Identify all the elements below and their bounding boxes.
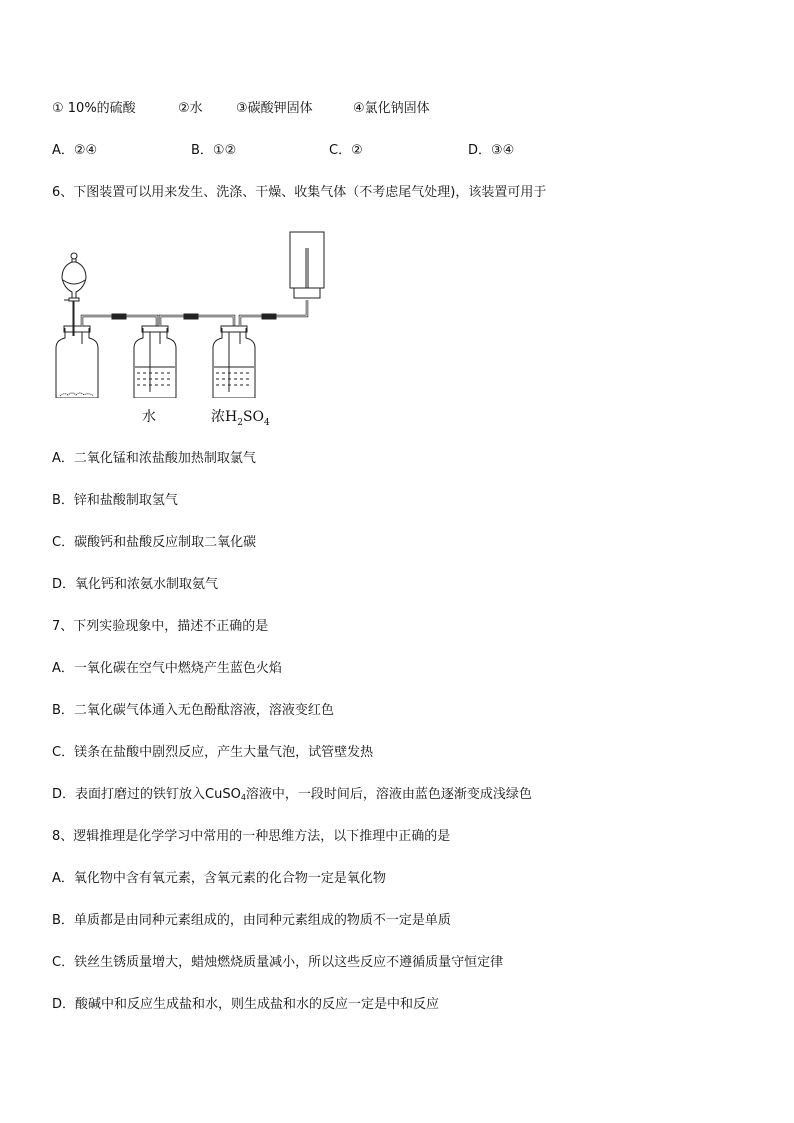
q5-option-c: C．② <box>329 143 363 158</box>
q8-stem: 8、逻辑推理是化学学习中常用的一种思维方法，以下推理中正确的是 <box>52 829 451 844</box>
q6-option-a: A．二氧化锰和浓盐酸加热制取氯气 <box>52 451 256 466</box>
q7-option-c: C．镁条在盐酸中剧烈反应，产生大量气泡，试管壁发热 <box>52 745 374 760</box>
generating-flask <box>56 326 98 398</box>
label-acid-prefix: 浓H <box>211 409 238 425</box>
q6-option-d: D．氧化钙和浓氨水制取氨气 <box>52 577 219 592</box>
q8-option-a: A．氧化物中含有氧元素，含氧元素的化合物一定是氧化物 <box>52 871 386 886</box>
q7-option-d-after: 溶液中，一段时间后，溶液由蓝色逐渐变成浅绿色 <box>245 787 532 802</box>
q5-option-b: B．①② <box>191 143 237 158</box>
q8-option-c: C．铁丝生锈质量增大，蜡烛燃烧质量减小，所以这些反应不遵循质量守恒定律 <box>52 955 504 970</box>
q5-item-3: ③碳酸钾固体 <box>236 101 313 116</box>
collection-bottle <box>290 232 324 298</box>
q7-option-d <box>52 787 532 806</box>
label-acid-mid: SO <box>242 409 265 425</box>
label-conc-sulfuric-acid <box>211 406 270 428</box>
q5-option-d: D．③④ <box>468 143 515 158</box>
acid-dry-bottle <box>213 326 255 398</box>
q6-stem: 6、下图装置可以用来发生、洗涤、干燥、收集气体（不考虑尾气处理)，该装置可用于 <box>52 185 547 200</box>
q5-item-2: ②水 <box>178 101 203 116</box>
q5-item-1: ① 10%的硫酸 <box>52 101 136 116</box>
q7-option-d-sub: 4 <box>240 793 246 802</box>
q5-item-4: ④氯化钠固体 <box>353 101 430 116</box>
label-water: 水 <box>142 409 156 425</box>
q7-option-b: B．二氧化碳气体通入无色酚酞溶液，溶液变红色 <box>52 703 334 718</box>
q7-option-a: A．一氧化碳在空气中燃烧产生蓝色火焰 <box>52 661 282 676</box>
label-acid-sub2: 4 <box>264 417 270 428</box>
q8-option-b: B．单质都是由同种元素组成的，由同种元素组成的物质不一定是单质 <box>52 913 451 928</box>
q5-option-a: A．②④ <box>52 143 98 158</box>
label-acid-sub1: 2 <box>237 417 243 428</box>
q7-stem: 7、下列实验现象中，描述不正确的是 <box>52 619 269 634</box>
gas-apparatus-figure <box>52 228 332 428</box>
apparatus-drawing <box>52 228 332 398</box>
water-wash-bottle <box>134 326 176 398</box>
q7-option-d-before: D．表面打磨过的铁钉放入CuSO <box>52 787 241 802</box>
q8-option-d: D．酸碱中和反应生成盐和水，则生成盐和水的反应一定是中和反应 <box>52 997 440 1012</box>
q6-option-c: C．碳酸钙和盐酸反应制取二氧化碳 <box>52 535 257 550</box>
q6-option-b: B．锌和盐酸制取氢气 <box>52 493 178 508</box>
